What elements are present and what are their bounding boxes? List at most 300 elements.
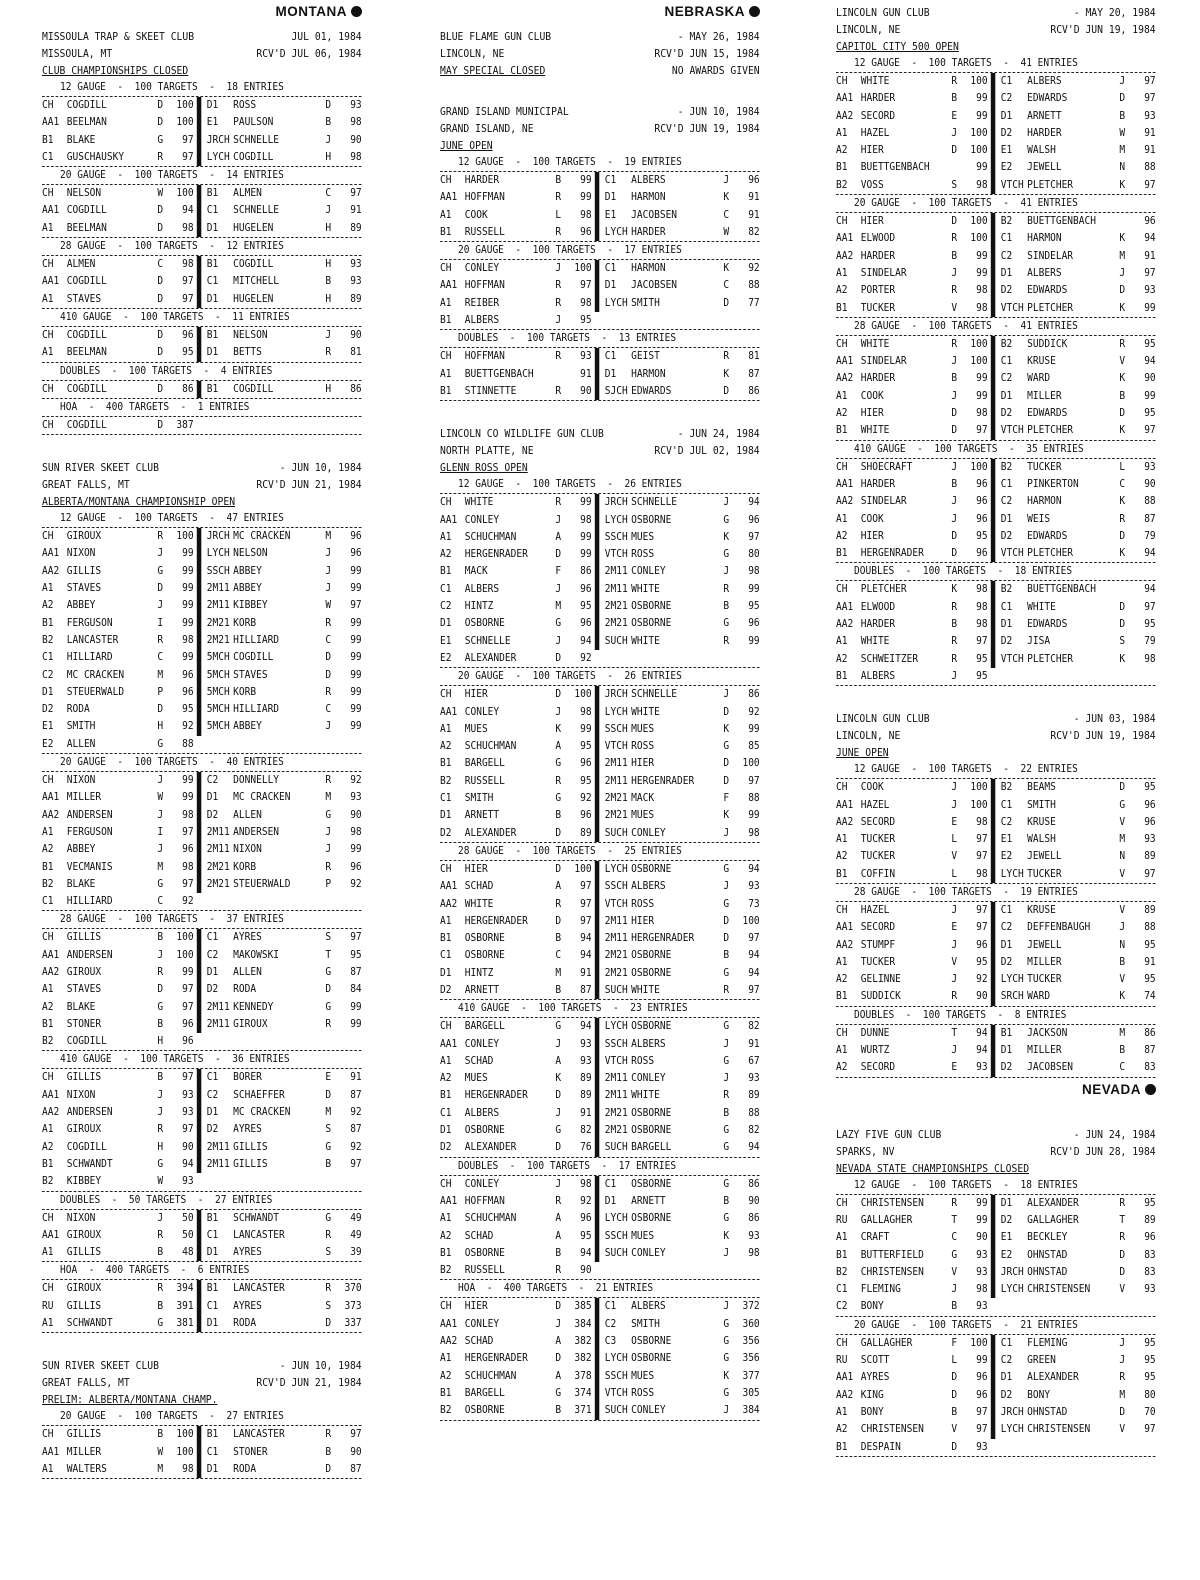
shooter-name: BEAMS xyxy=(1027,781,1056,794)
score: 86 xyxy=(748,1177,760,1190)
class-code: 2M11 xyxy=(604,914,628,927)
division-title: 28 GAUGE - 100 TARGETS - 41 ENTRIES xyxy=(854,319,1078,332)
score: 93 xyxy=(748,1229,760,1242)
score: 91 xyxy=(748,208,760,221)
division-heading xyxy=(440,1158,760,1176)
shooter-name: COGDILL xyxy=(66,1035,107,1048)
result-row xyxy=(836,1247,1156,1264)
shooter-name: HERGENRADER xyxy=(464,548,528,561)
class-code: LYCH xyxy=(604,513,628,526)
shoot-date: - MAY 26, 1984 xyxy=(677,30,760,43)
shooter-name: GALLAGHER xyxy=(860,1336,913,1349)
shooter-name: STINNETTE xyxy=(464,384,517,397)
class-code: C3 xyxy=(604,1335,617,1348)
column-divider xyxy=(595,650,599,667)
shooter-name: SECORD xyxy=(860,815,896,828)
column-divider xyxy=(197,185,201,202)
shooter-class: T xyxy=(951,1213,958,1226)
score: 95 xyxy=(350,948,362,961)
shooter-name: OSBORNE xyxy=(631,1212,672,1225)
state-heading xyxy=(836,1078,1156,1102)
shooter-class: G xyxy=(723,1124,730,1137)
shooter-class: C xyxy=(157,651,164,664)
shooter-class: K xyxy=(723,191,730,204)
shooter-name: GILLIS xyxy=(66,1246,102,1259)
score: 95 xyxy=(976,955,988,968)
score: 89 xyxy=(350,292,362,305)
result-row xyxy=(42,1139,362,1156)
shooter-class: D xyxy=(157,703,164,716)
score: 94 xyxy=(748,949,760,962)
score: 99 xyxy=(182,599,194,612)
score: 92 xyxy=(748,262,760,275)
score: 99 xyxy=(350,843,362,856)
shooter-name: TUCKER xyxy=(860,850,896,863)
column-divider xyxy=(197,563,201,580)
shooter-name: OSBORNE xyxy=(631,513,672,526)
score: 99 xyxy=(182,564,194,577)
shooter-name: ABBEY xyxy=(233,582,262,595)
result-row xyxy=(836,511,1156,528)
shooter-name: CONLEY xyxy=(464,1317,500,1330)
shooter-class: D xyxy=(951,529,958,542)
shooter-class: T xyxy=(325,948,332,961)
result-row xyxy=(836,1404,1156,1421)
column-divider xyxy=(991,1439,995,1456)
shooter-class: D xyxy=(157,221,164,234)
result-row xyxy=(440,189,760,206)
result-row xyxy=(836,370,1156,387)
received-date: RCV'D JUN 15, 1984 xyxy=(654,47,760,60)
shooter-name: LANCASTER xyxy=(233,1282,285,1295)
shooter-name: JACOBSEN xyxy=(631,208,678,221)
shooter-name: KRUSE xyxy=(1027,903,1056,916)
result-row xyxy=(836,1042,1156,1059)
class-code: C1 xyxy=(440,792,452,805)
class-code: D1 xyxy=(1000,1044,1013,1057)
score: 93 xyxy=(1144,1283,1156,1296)
score: 99 xyxy=(976,372,988,385)
shooter-name: SCHUCHMAN xyxy=(464,1369,517,1382)
class-code: VTCH xyxy=(604,740,628,753)
class-code: 2M11 xyxy=(604,774,628,787)
shooter-class: R xyxy=(555,496,562,509)
shooter-name: JEWELL xyxy=(1027,938,1062,951)
column-divider xyxy=(991,388,995,405)
club-name: LAZY FIVE GUN CLUB xyxy=(836,1127,942,1141)
result-row xyxy=(42,327,362,344)
shooter-name: ABBEY xyxy=(233,564,262,577)
score: 97 xyxy=(1144,266,1156,279)
column-divider xyxy=(595,207,599,224)
score: 95 xyxy=(1144,1336,1156,1349)
class-code: A1 xyxy=(42,221,54,234)
shooter-name: SCHWEITZER xyxy=(860,652,919,665)
shooter-name: BONY xyxy=(1027,1388,1051,1401)
shooter-class: V xyxy=(1119,355,1126,368)
shooter-name: TUCKER xyxy=(1027,460,1062,473)
result-row xyxy=(836,1369,1156,1386)
column-divider xyxy=(595,494,599,511)
shooter-name: OSBORNE xyxy=(631,600,672,613)
class-code: D2 xyxy=(440,983,452,996)
score: 100 xyxy=(970,781,988,794)
shooter-class: W xyxy=(325,599,332,612)
shooter-name: SINDELAR xyxy=(1027,249,1074,262)
club-name: LINCOLN CO WILDLIFE GUN CLUB xyxy=(440,427,604,441)
score: 95 xyxy=(1144,1196,1156,1209)
class-code: RU xyxy=(42,1299,54,1312)
class-code: AA1 xyxy=(440,705,458,718)
class-code: SUCH xyxy=(604,634,628,647)
score: 95 xyxy=(748,600,760,613)
class-code: C1 xyxy=(604,1177,617,1190)
shooter-class: F xyxy=(723,792,730,805)
class-code: AA1 xyxy=(836,477,854,490)
shooter-class: C xyxy=(1119,477,1126,490)
score: 90 xyxy=(1144,477,1156,490)
class-code: B1 xyxy=(440,932,452,945)
score: 74 xyxy=(1144,990,1156,1003)
shooter-name: GIROUX xyxy=(66,1228,102,1241)
score: 96 xyxy=(182,328,194,341)
shooter-class: D xyxy=(325,1088,332,1101)
shooter-class: J xyxy=(325,328,332,341)
shooter-name: ALBERS xyxy=(631,174,666,186)
shooter-name: GIROUX xyxy=(66,1282,102,1295)
shooter-name: SCHAD xyxy=(464,1229,494,1242)
shooter-name: SMITH xyxy=(631,1317,660,1330)
column-divider xyxy=(595,1122,599,1139)
score: 97 xyxy=(976,424,988,437)
column-divider xyxy=(991,779,995,796)
score xyxy=(1133,668,1156,685)
division-heading xyxy=(440,843,760,861)
shooter-class: J xyxy=(325,582,332,595)
shooter-name: HERGENRADER xyxy=(464,1352,528,1365)
column-divider xyxy=(991,405,995,422)
shooter-name: PLETCHER xyxy=(1027,652,1074,665)
shooter-class: G xyxy=(555,1124,562,1137)
score: 99 xyxy=(976,266,988,279)
column-divider xyxy=(197,202,201,219)
shooter-class: R xyxy=(723,1089,730,1102)
result-row xyxy=(836,971,1156,988)
score: 97 xyxy=(182,1000,194,1013)
class-code: D2 xyxy=(1000,635,1013,648)
class-code: AA1 xyxy=(42,1228,60,1241)
result-row xyxy=(836,528,1156,545)
score: 100 xyxy=(970,337,988,350)
column-divider xyxy=(991,545,995,562)
class-code: 2M21 xyxy=(604,1124,628,1137)
club-header-line xyxy=(836,4,1156,21)
shooter-name: JEWELL xyxy=(1027,850,1062,863)
division-heading xyxy=(42,79,362,97)
shooter-class: K xyxy=(555,1072,562,1085)
class-code: B1 xyxy=(42,860,54,873)
class-code: CH xyxy=(42,1211,54,1224)
column-divider xyxy=(197,1315,201,1332)
division-title: 410 GAUGE - 100 TARGETS - 36 ENTRIES xyxy=(60,1053,290,1066)
result-row xyxy=(42,149,362,167)
shooter-class: G xyxy=(555,792,562,805)
class-code: C1 xyxy=(1000,355,1013,368)
shooter-class: D xyxy=(1119,529,1126,542)
column-divider xyxy=(595,982,599,999)
class-code: D1 xyxy=(1000,109,1013,122)
score: 79 xyxy=(1144,635,1156,648)
shooter-name: ROSS xyxy=(631,1386,655,1399)
shooter-name: BUETTGENBACH xyxy=(1027,583,1097,596)
shooter-name: SMITH xyxy=(1027,798,1056,811)
column-divider xyxy=(197,667,201,684)
shooter-name: MUES xyxy=(631,1229,655,1242)
class-code: CH xyxy=(42,774,54,787)
division-title: 20 GAUGE - 100 TARGETS - 14 ENTRIES xyxy=(60,169,284,182)
score: 99 xyxy=(182,774,194,787)
class-code: B2 xyxy=(440,774,452,787)
shooter-name: OSBORNE xyxy=(631,1352,672,1365)
class-code: A1 xyxy=(836,1231,848,1244)
shooter-name: JACOBSEN xyxy=(1027,1061,1074,1074)
class-code: CH xyxy=(42,1282,54,1295)
shooter-name: HARMON xyxy=(631,262,666,275)
class-code: D1 xyxy=(604,279,617,292)
shooter-class: J xyxy=(1119,1336,1126,1349)
result-row xyxy=(42,701,362,718)
shooter-class: D xyxy=(325,668,332,681)
class-code: B2 xyxy=(42,1035,54,1048)
result-row xyxy=(42,1461,362,1479)
result-row xyxy=(440,1105,760,1122)
score: 97 xyxy=(748,774,760,787)
shooter-class: F xyxy=(951,1336,958,1349)
shooter-name: MILLER xyxy=(66,1445,102,1458)
score: 98 xyxy=(350,150,362,163)
score: 91 xyxy=(580,1106,592,1119)
shooter-class: W xyxy=(157,791,164,804)
shooter-class: R xyxy=(1119,1371,1126,1384)
score: 99 xyxy=(748,722,760,735)
score: 81 xyxy=(350,346,362,359)
shooter-name: STAVES xyxy=(233,668,268,681)
result-row xyxy=(836,493,1156,510)
shooter-name: LANCASTER xyxy=(233,1428,285,1441)
shooter-class: R xyxy=(555,774,562,787)
score: 86 xyxy=(748,688,760,701)
result-row xyxy=(440,383,760,401)
score: 97 xyxy=(350,187,362,200)
result-row xyxy=(42,1426,362,1443)
shooter-class: J xyxy=(325,204,332,217)
shooter-class: D xyxy=(157,582,164,595)
class-code: A2 xyxy=(440,1369,452,1382)
shooter-class: J xyxy=(1119,266,1126,279)
column-divider xyxy=(595,295,599,312)
score: 94 xyxy=(748,1141,760,1154)
shooter-class: H xyxy=(325,258,332,271)
shooter-class: D xyxy=(157,292,164,305)
score: 94 xyxy=(748,496,760,509)
column-divider xyxy=(991,142,995,159)
class-code: VTCH xyxy=(604,1386,628,1399)
class-code: VTCH xyxy=(1000,301,1024,314)
class-code: C2 xyxy=(1000,815,1013,828)
result-row xyxy=(42,772,362,789)
class-code: B2 xyxy=(1000,781,1013,794)
score: 93 xyxy=(1144,284,1156,297)
shooter-class: J xyxy=(723,880,730,893)
column-divider xyxy=(595,686,599,703)
class-code: CH xyxy=(440,1020,452,1033)
shooter-name: OSBORNE xyxy=(631,1177,672,1190)
result-row xyxy=(440,1385,760,1402)
class-code: A2 xyxy=(836,529,848,542)
shooter-class: K xyxy=(1119,178,1126,191)
shooter-name: ROSS xyxy=(233,99,257,111)
column-divider xyxy=(595,721,599,738)
result-row xyxy=(440,1176,760,1193)
club-result-block xyxy=(42,28,362,435)
shooter-class: L xyxy=(1119,460,1126,473)
shooter-name: HARDER xyxy=(1027,126,1062,139)
shooter-name: SINDELAR xyxy=(860,495,907,508)
score: 99 xyxy=(182,616,194,629)
shooter-class: D xyxy=(555,651,562,664)
shooter-class: B xyxy=(157,1246,164,1259)
result-row xyxy=(836,633,1156,650)
shooter-name: SINDELAR xyxy=(860,355,907,368)
class-code: LYCH xyxy=(604,1020,628,1033)
shooter-class: J xyxy=(951,266,958,279)
shooter-class: R xyxy=(325,1228,332,1241)
shooter-name: COGDILL xyxy=(66,1140,107,1153)
shooter-name: MILLER xyxy=(1027,389,1062,402)
shooter-class: R xyxy=(325,1282,332,1295)
division-heading xyxy=(836,1177,1156,1195)
class-code: D2 xyxy=(206,1123,219,1136)
class-code: C2 xyxy=(1000,495,1013,508)
score: 82 xyxy=(748,1124,760,1137)
class-code: C1 xyxy=(206,1445,219,1458)
class-code: 5MCH xyxy=(206,668,230,681)
class-code: A1 xyxy=(42,346,54,359)
score xyxy=(339,1033,362,1050)
class-code: B1 xyxy=(206,1428,219,1441)
score: 99 xyxy=(580,548,592,561)
shooter-name: ANDERSEN xyxy=(233,825,280,838)
column-divider xyxy=(991,988,995,1005)
score: 88 xyxy=(1144,495,1156,508)
class-code: A2 xyxy=(836,850,848,863)
shooter-name: ROSS xyxy=(631,548,655,561)
shooter-class: J xyxy=(555,314,562,327)
class-code: A2 xyxy=(836,284,848,297)
class-code: B1 xyxy=(836,1248,848,1261)
shooter-class: G xyxy=(157,564,164,577)
score: 99 xyxy=(182,651,194,664)
shooter-class: R xyxy=(951,75,958,87)
shooter-class: G xyxy=(723,862,730,875)
result-row xyxy=(42,528,362,545)
score: 97 xyxy=(976,903,988,916)
column-divider xyxy=(595,581,599,598)
score: 94 xyxy=(580,1246,592,1259)
shooter-name: MITCHELL xyxy=(233,275,280,288)
shooter-name: CONLEY xyxy=(464,262,500,275)
shooter-name: COOK xyxy=(464,208,488,221)
column-divider xyxy=(991,1042,995,1059)
shooter-name: KIBBEY xyxy=(66,1175,102,1188)
shooter-name: RUSSELL xyxy=(464,1264,505,1277)
class-code: D1 xyxy=(440,1124,452,1137)
score: 97 xyxy=(1144,600,1156,613)
shooter-name: HIER xyxy=(860,529,884,542)
class-code: A1 xyxy=(440,296,452,309)
score: 86 xyxy=(350,382,362,395)
score: 97 xyxy=(976,921,988,934)
class-code: JRCH xyxy=(604,496,628,509)
shooter-name: HOFFMAN xyxy=(464,350,505,363)
class-code: CH xyxy=(42,328,54,341)
result-row xyxy=(42,580,362,597)
shooter-class: D xyxy=(157,204,164,217)
score: 356 xyxy=(742,1352,760,1365)
result-row xyxy=(836,599,1156,616)
class-code: 2M11 xyxy=(604,1089,628,1102)
shooter-name: PINKERTON xyxy=(1027,477,1079,490)
score: 97 xyxy=(580,880,592,893)
shooter-class: G xyxy=(325,965,332,978)
shooter-class: B xyxy=(555,1404,562,1417)
shooter-class: G xyxy=(157,737,164,750)
class-code: VTCH xyxy=(604,897,628,910)
column-divider xyxy=(197,344,201,361)
shooter-class: D xyxy=(325,1462,332,1475)
score: 99 xyxy=(976,92,988,105)
shooter-name: DUNNE xyxy=(860,1026,890,1039)
class-code: SSCH xyxy=(604,880,628,893)
score: 100 xyxy=(574,688,592,701)
division-title: 12 GAUGE - 100 TARGETS - 19 ENTRIES xyxy=(458,156,682,168)
division-heading xyxy=(836,761,1156,779)
score: 96 xyxy=(182,1017,194,1030)
score: 97 xyxy=(182,133,194,146)
column-divider xyxy=(197,327,201,344)
division-title: HOA - 400 TARGETS - 21 ENTRIES xyxy=(458,1282,654,1295)
shooter-name: BARGELL xyxy=(464,1386,505,1399)
column-divider xyxy=(595,366,599,383)
result-row xyxy=(440,172,760,189)
class-code: CH xyxy=(42,931,54,944)
shooter-name: STAVES xyxy=(66,292,102,305)
column-divider xyxy=(197,999,201,1016)
class-code: B1 xyxy=(440,565,452,578)
shooter-name: CHRISTENSEN xyxy=(860,1423,924,1436)
shooter-name: SCHAD xyxy=(464,1054,494,1067)
score: 88 xyxy=(748,792,760,805)
class-code: A2 xyxy=(836,1061,848,1074)
shooter-class: G xyxy=(555,1020,562,1033)
shooter-name: HARDER xyxy=(464,174,500,186)
shooter-name: SCOTT xyxy=(860,1354,890,1367)
column-divider xyxy=(197,718,201,735)
column-divider xyxy=(991,159,995,176)
class-code: AA1 xyxy=(440,880,458,893)
score: 50 xyxy=(182,1211,194,1224)
class-code: JRCH xyxy=(206,133,230,146)
